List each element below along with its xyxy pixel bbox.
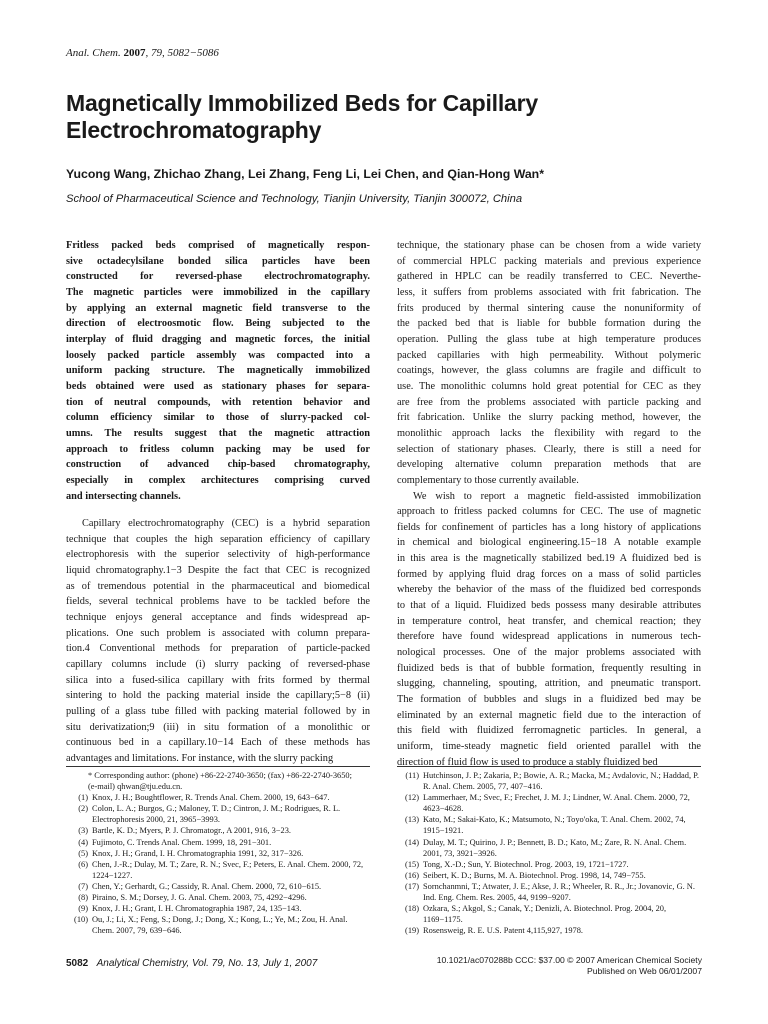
header-volume: 79	[150, 47, 162, 59]
reference-text: Sornchanmni, T.; Atwater, J. E.; Akse, J. R.; Wheeler, R. R., Jr.; Jovanovic, G. N. Ind. Eng. Chem. Res. 2005, 44, 9199−9207.	[423, 881, 695, 903]
reference-text: Ozkara, S.; Akgol, S.; Canak, Y.; Denizli, A. Biotechnol. Prog. 2004, 20, 1169−1175.	[423, 904, 667, 925]
text-line: tion.4 Conventional methods for preparation of particle-packed	[66, 643, 370, 655]
text-line: eliminated by an external magnetic field due to the interaction of	[397, 709, 701, 721]
text-line: use. The monolithic columns hold great potential for CEC as they	[397, 380, 701, 392]
reference-text: Knox, J. H.; Boughtflower, R. Trends Anal. Chem. 2000, 19, 643−647.	[92, 793, 330, 803]
text-line: packed capillaries with high permeability. Without polymeric	[397, 349, 701, 361]
abstract-line: by applying an external magnetic field transverse to the	[66, 302, 370, 314]
text-line: The formation of bubbles and slugs in a fluidized bed may be	[397, 694, 701, 706]
text-line: uniform, time-steady magnetic field oriented parallel with the	[397, 741, 701, 752]
text-line: pulling of a glass tube filled with packing material followed by in	[66, 706, 370, 718]
text-line: electrophoresis with the superior selectivity of high-performance	[66, 549, 370, 561]
reference-text: Knox, J. H.; Grand, I. H. Chromatographia 1991, 32, 317−326.	[92, 848, 304, 858]
reference-number: (3)	[78, 826, 88, 836]
abstract-line: constructed for reversed-phase electrochromatography.	[66, 271, 370, 283]
text-line: capillary columns include (i) slurry packing of reversed-phase	[66, 659, 370, 671]
intro-paragraph	[66, 516, 370, 767]
reference-number: (9)	[78, 904, 88, 914]
abstract	[66, 238, 370, 504]
text-line: advantages and limitations. For instance, with the slurry packing	[66, 753, 334, 764]
text-line: fields, several technical problems have to be tackled before the	[66, 596, 370, 608]
reference-text: Seibert, K. D.; Burns, M. A. Biotechnol. Prog. 1998, 14, 749−755.	[423, 870, 646, 880]
reference-number: (8)	[78, 893, 88, 903]
abstract-line: uniform packing structure. The magnetically immobilized	[66, 365, 370, 377]
abstract-line: interplay of fluid dragging and magnetic forces, the initial	[66, 333, 370, 345]
text-line: selection of stationary phases. Clearly, there is still a need for	[397, 443, 701, 455]
reference-item	[397, 814, 701, 836]
abstract-line: umns. The results suggest that the magnetic attraction	[66, 427, 370, 439]
corresponding-line: (e-mail) qhwan@tju.edu.cn.	[88, 782, 183, 792]
reference-text: Kato, M.; Sakai-Kato, K.; Matsumoto, N.; Toyo'oka, T. Anal. Chem. 2002, 74, 1915−1921.	[423, 815, 686, 836]
text-line: slugging, channeling, spouting, attrition, and pneumatic transport.	[397, 678, 701, 690]
text-line: of commercial HPLC packing materials and previous experience	[397, 255, 701, 267]
text-line: this field with fluidized ferromagnetic particles. In general, a	[397, 725, 701, 737]
text-line: therefore have found widespread applications in numerous tech-	[397, 631, 701, 643]
reference-number: (5)	[78, 848, 88, 858]
text-line: continuous bed in a capillary.10−14 Each of these methods has	[66, 737, 370, 749]
reference-text: Chen, Y.; Gerhardt, G.; Cassidy, R. Anal. Chem. 2000, 72, 610−615.	[92, 881, 322, 891]
reference-item	[66, 792, 370, 803]
reference-number: (11)	[405, 771, 419, 780]
reference-list	[397, 770, 701, 936]
abstract-line: Fritless packed beds comprised of magnetically respon-	[66, 240, 370, 251]
reference-item	[66, 892, 370, 903]
abstract-line: beds obtained were used as stationary phases for separa-	[66, 380, 370, 392]
text-line: gathered in HPLC can be readily transferred to CEC. Neverthe-	[397, 271, 701, 283]
reference-list	[66, 792, 370, 936]
reference-text: Rosensweig, R. E. U.S. Patent 4,115,927, 1978.	[423, 926, 583, 936]
reference-text: Tong, X.-D.; Sun, Y. Biotechnol. Prog. 2003, 19, 1721−1727.	[423, 859, 629, 869]
reference-number: (19)	[405, 926, 419, 936]
text-line: silica into a fused-silica capillary with frits formed by thermal	[66, 674, 370, 686]
reference-text: Chen, J.-R.; Dulay, M. T.; Zare, R. N.; Svec, F.; Peters, E. Anal. Chem. 2000, 72, 1224−1227.	[92, 859, 364, 880]
published-date: Published on Web 06/01/2007	[587, 966, 702, 976]
reference-item	[397, 859, 701, 870]
reference-item	[66, 914, 370, 936]
reference-text: Ou, J.; Li, X.; Feng, S.; Dong, J.; Dong, X.; Kong, L.; Ye, M.; Zou, H. Anal. Chem. 2007, 79, 639−646.	[92, 915, 348, 936]
header-journal: Anal. Chem.	[66, 47, 121, 59]
text-line: direction of fluid flow is used to produce a stably fluidized bed	[397, 756, 658, 768]
text-line: Capillary electrochromatography (CEC) is a hybrid separation	[82, 518, 370, 530]
right-column	[397, 238, 701, 770]
text-line: technique that couples the high separation efficiency of capillary	[66, 533, 370, 545]
references-left	[66, 770, 370, 936]
reference-item	[397, 770, 701, 792]
left-column	[66, 238, 370, 767]
text-line: operation. Pulling the glass tube at high temperature produces	[397, 333, 701, 345]
reference-number: (2)	[78, 804, 88, 814]
reference-item	[66, 837, 370, 848]
reference-item	[66, 848, 370, 859]
reference-number: (12)	[405, 793, 419, 803]
text-line: developing alternative column preparation methods that are	[397, 459, 701, 471]
reference-number: (7)	[78, 881, 88, 891]
reference-number: (13)	[405, 815, 419, 825]
reference-text: Dulay, M. T.; Quirino, J. P.; Bennett, B. D.; Kato, M.; Zare, R. N. Anal. Chem. 2001, 73, 3921−3926.	[423, 837, 687, 858]
reference-item	[397, 925, 701, 936]
text-line: formed by applying fluid drag forces on a mass of solid particles	[397, 568, 701, 580]
text-line: frit fabrication. Unlike the slurry packing method, however, the	[397, 412, 701, 424]
page-number: 5082	[66, 958, 89, 969]
abstract-line: approach to fritless column packing may be used for	[66, 443, 370, 455]
abstract-line: sive octadecylsilane bonded silica particles have been	[66, 255, 370, 267]
affiliation: School of Pharmaceutical Science and Technology, Tianjin University, Tianjin 300072, China	[66, 193, 523, 205]
text-line: situ derivatization;9 (iii) in situ formation of a monolithic or	[66, 721, 370, 733]
reference-number: (14)	[405, 837, 419, 847]
text-line: as of tremendous potential in the pharmaceutical and biomedical	[66, 580, 370, 592]
doi-line: 10.1021/ac070288b CCC: $37.00 © 2007 American Chemical Society	[436, 955, 702, 965]
body-paragraph	[397, 489, 701, 771]
reference-text: Piraino, S. M.; Dorsey, J. G. Anal. Chem. 2003, 75, 4292−4296.	[92, 893, 307, 903]
reference-item	[66, 803, 370, 825]
footnote-rule	[66, 766, 370, 767]
corresponding-author-note	[66, 770, 370, 792]
reference-text: Knox, J. H.; Grant, I. H. Chromatographia 1987, 24, 135−143.	[92, 904, 302, 914]
text-line: are free from the problems associated with particle packing and	[397, 396, 701, 408]
text-line: coatings, however, the glass columns are fragile and difficult to	[397, 365, 701, 377]
abstract-line: direction of electroosmotic flow. Being subjected to the	[66, 318, 370, 330]
abstract-line: loosely packed particle assembly was compacted into a	[66, 349, 370, 361]
journal-issue: Analytical Chemistry, Vol. 79, No. 13, July 1, 2007	[96, 958, 318, 969]
author-list: Yucong Wang, Zhichao Zhang, Lei Zhang, Feng Li, Lei Chen, and Qian-Hong Wan*	[66, 167, 544, 181]
reference-number: (4)	[78, 837, 88, 847]
reference-item	[397, 881, 701, 903]
body-paragraph	[397, 238, 701, 489]
reference-item	[66, 825, 370, 836]
title-line: Electrochromatography	[66, 117, 322, 143]
reference-number: (18)	[405, 904, 419, 914]
abstract-line: especially in complex architectures comprising curved	[66, 474, 370, 486]
text-line: to that of a liquid. Fluidized beds possess many desirable attributes	[397, 600, 701, 612]
text-line: whereby the behavior of the mass of the fluidized bed corresponds	[397, 584, 701, 596]
reference-number: (15)	[405, 859, 419, 869]
reference-item	[66, 903, 370, 914]
header-pages: 5082−5086	[167, 47, 219, 59]
references-right	[397, 770, 701, 936]
text-line: in temperature control, heat transfer, and chemical reaction; they	[397, 615, 701, 627]
copyright-block	[437, 955, 702, 977]
text-line: technique enjoys general acceptance and finds widespread ap-	[66, 612, 370, 624]
reference-item	[397, 903, 701, 925]
text-line: frits produced by thermal sintering cause the nonuniformity of	[397, 302, 701, 314]
text-line: less, it suffers from problems associated with frit fabrication. The	[397, 286, 701, 298]
reference-text: Bartle, K. D.; Myers, P. J. Chromatogr., A 2001, 916, 3−23.	[92, 826, 291, 836]
article-title	[66, 90, 706, 144]
reference-item	[397, 792, 701, 814]
reference-number: (17)	[405, 881, 419, 891]
text-line: technique, the stationary phase can be chosen from a wide variety	[397, 240, 701, 251]
corresponding-line: * Corresponding author: (phone) +86-22-2740-3650; (fax) +86-22-2740-3650;	[88, 771, 352, 780]
text-line: We wish to report a magnetic field-assisted immobilization	[413, 490, 701, 502]
reference-text: Colon, L. A.; Burgos, G.; Maloney, T. D.; Cintron, J. M.; Rodrigues, R. L. Electrophoresis 2000, 21, 3965−3993.	[92, 804, 341, 825]
text-line: in chemical and biological engineering.15−18 A notable example	[397, 537, 701, 549]
text-line: plications. One such problem is associated with column prepara-	[66, 627, 370, 639]
footnote-rule	[397, 766, 701, 767]
abstract-line: and intersecting channels.	[66, 490, 181, 502]
abstract-line: tion of neutral compounds, with retention behavior and	[66, 396, 370, 408]
text-line: sintering to hold the packing material inside the capillary;5−8 (ii)	[66, 690, 370, 702]
text-line: in this area is the magnetically stabilized bed.19 A fluidized bed is	[397, 553, 701, 565]
text-line: complementary to those currently available.	[397, 474, 579, 486]
text-line: nological processes. One of the major problems associated with	[397, 647, 701, 659]
text-line: fluidized beds is that of bubble formation, frequently resulting in	[397, 662, 701, 674]
reference-text: Lammerhaer, M.; Svec, F.; Frechet, J. M. J.; Lindner, W. Anal. Chem. 2000, 72, 4623−4628.	[423, 793, 690, 814]
abstract-line: column efficiency similar to those of slurry-packed col-	[66, 412, 370, 424]
reference-number: (10)	[74, 915, 88, 925]
reference-number: (1)	[78, 793, 88, 803]
reference-text: Hutchinson, J. P.; Zakaria, P.; Bowie, A. R.; Macka, M.; Avdalovic, N.; Haddad, P. R. Anal. Chem. 2005, 77, 407−416.	[423, 771, 699, 792]
page-footer	[66, 958, 317, 969]
text-line: approach to fritless packed columns for CEC. The use of magnetic	[397, 506, 701, 518]
text-line: fields for confinement of particles has a long history of applications	[397, 521, 701, 533]
text-line: liquid chromatography.1−3 Despite the fact that CEC is recognized	[66, 565, 370, 577]
text-line: the packed bed that is liable for bubble formation during the	[397, 318, 701, 330]
reference-item	[397, 870, 701, 881]
reference-item	[66, 859, 370, 881]
abstract-line: The magnetic particles were immobilized in the capillary	[66, 286, 370, 298]
reference-text: Fujimoto, C. Trends Anal. Chem. 1999, 18, 291−301.	[92, 837, 272, 847]
reference-number: (6)	[78, 859, 88, 869]
running-header: Anal. Chem. 2007, 79, 5082−5086	[66, 47, 219, 59]
abstract-line: construction of advanced chip-based chromatography,	[66, 459, 370, 471]
header-year: 2007	[123, 47, 146, 59]
reference-number: (16)	[405, 870, 419, 880]
title-line: Magnetically Immobilized Beds for Capillary	[66, 90, 538, 116]
reference-item	[397, 837, 701, 859]
text-line: monolithic approach lacks the flexibility with regard to the	[397, 427, 701, 439]
reference-item	[66, 881, 370, 892]
